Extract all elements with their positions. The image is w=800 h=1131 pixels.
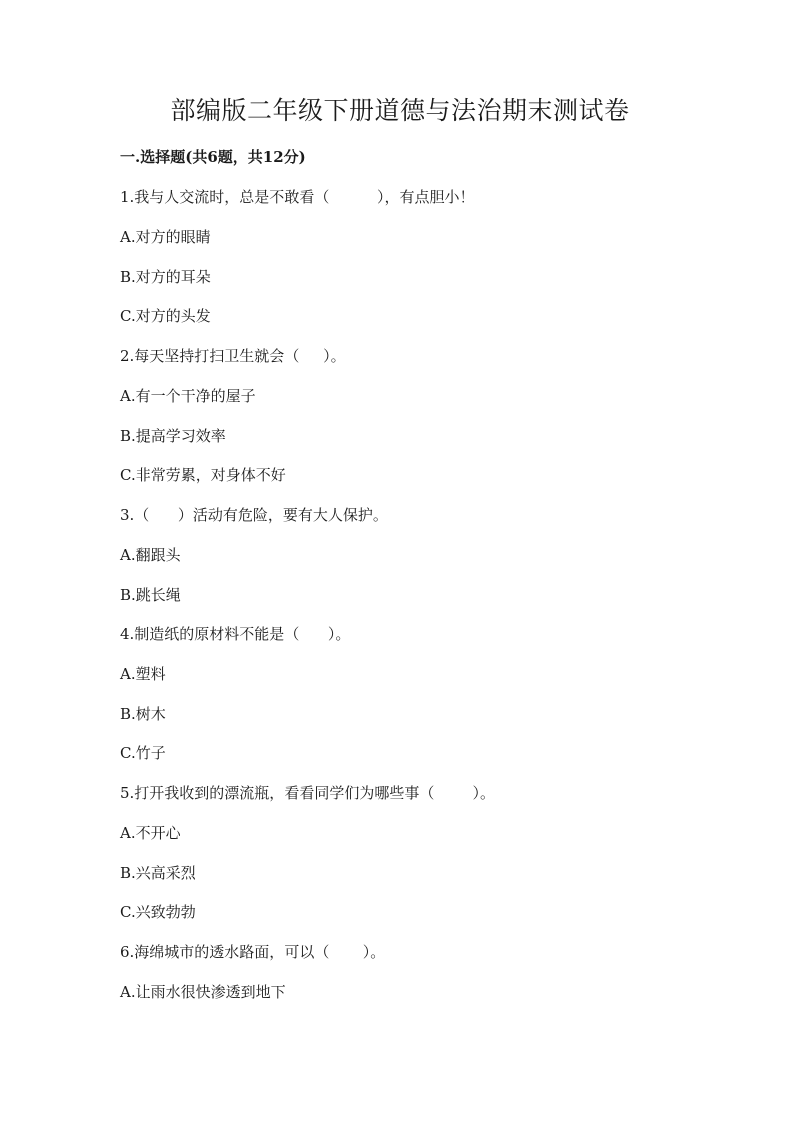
question-3-option-a: A.翻跟头 [120, 546, 181, 564]
question-6-option-a: A.让雨水很快渗透到地下 [120, 983, 286, 1001]
question-2-option-c: C.非常劳累，对身体不好 [120, 466, 286, 484]
question-1-option-c: C.对方的头发 [120, 307, 211, 325]
question-1-option-a: A.对方的眼睛 [120, 228, 211, 246]
section-heading: 一.选择题(共6题，共12分) [120, 148, 306, 166]
question-4-option-b: B.树木 [120, 705, 166, 723]
question-3-option-b: B.跳长绳 [120, 586, 181, 604]
question-5-stem: 5.打开我收到的漂流瓶，看看同学们为哪些事（ ）。 [120, 784, 495, 802]
question-4-stem: 4.制造纸的原材料不能是（ ）。 [120, 625, 351, 643]
question-1-stem: 1.我与人交流时，总是不敢看（ ），有点胆小！ [120, 188, 475, 206]
question-2-option-a: A.有一个干净的屋子 [120, 387, 256, 405]
question-2-stem: 2.每天坚持打扫卫生就会（ ）。 [120, 347, 346, 365]
question-2-option-b: B.提高学习效率 [120, 427, 226, 445]
question-5-option-b: B.兴高采烈 [120, 864, 196, 882]
question-3-stem: 3.（ ）活动有危险，要有大人保护。 [120, 506, 388, 524]
question-5-option-c: C.兴致勃勃 [120, 903, 196, 921]
document-title: 部编版二年级下册道德与法治期末测试卷 [170, 96, 630, 125]
question-4-option-c: C.竹子 [120, 744, 166, 762]
question-5-option-a: A.不开心 [120, 824, 181, 842]
question-4-option-a: A.塑料 [120, 665, 166, 683]
question-1-option-b: B.对方的耳朵 [120, 268, 211, 286]
question-6-stem: 6.海绵城市的透水路面，可以（ ）。 [120, 943, 386, 961]
